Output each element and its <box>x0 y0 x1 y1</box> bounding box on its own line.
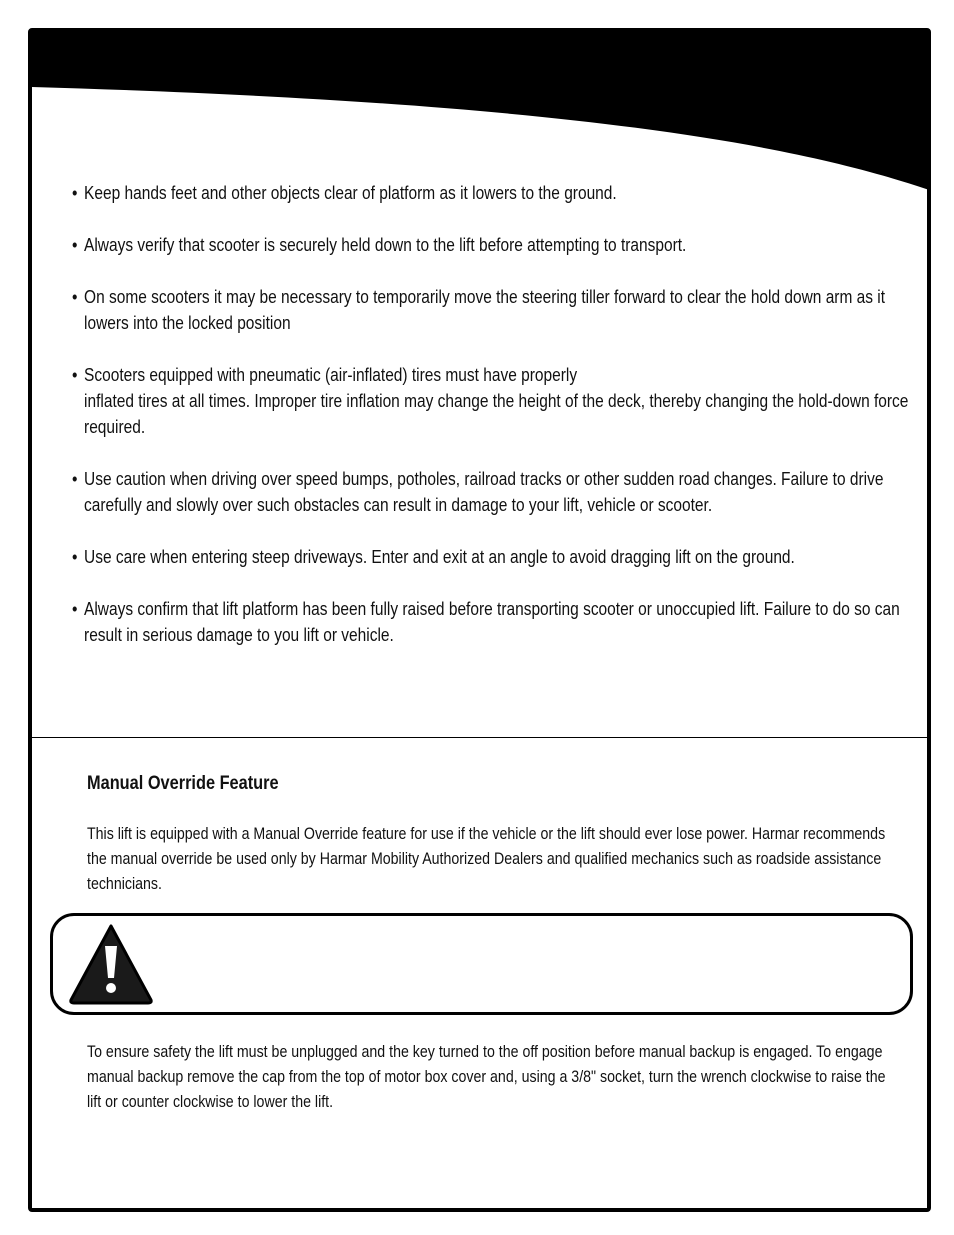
bullet-item <box>72 544 910 570</box>
safety-bullet-list <box>72 180 909 674</box>
section-title: Manual Override Feature <box>87 773 279 794</box>
bullet-text: Keep hands feet and other objects clear of platform as it lowers to the ground. <box>84 183 617 203</box>
bullet-item <box>72 284 910 336</box>
warning-triangle-icon <box>67 922 155 1006</box>
header-band <box>32 32 931 202</box>
bullet-text: Scooters equipped with pneumatic (air-inflated) tires must have properly <box>84 365 578 385</box>
bullet-item <box>72 180 910 206</box>
bullet-dot: • <box>72 365 78 385</box>
bullet-text: Use caution when driving over speed bumps, potholes, railroad tracks or other sudden road changes. Failure to drive carefully and slowly over such obstacles can result in damage to your lift, vehicle or scooter. <box>84 469 884 515</box>
override-intro-paragraph: This lift is equipped with a Manual Override feature for use if the vehicle or the lift should ever lose power. Harmar recommends the manual override be used only by Harmar Mobility Authorized Dealers and qualified mechanics such as roadside assistance technicians. <box>87 825 886 893</box>
bullet-item <box>72 362 910 388</box>
bullet-continuation <box>72 388 910 440</box>
bullet-dot: • <box>72 287 78 307</box>
bullet-dot: • <box>72 469 78 489</box>
bullet-text: inflated tires at all times. Improper tire inflation may change the height of the deck, thereby changing the hold-down force required. <box>84 391 909 437</box>
bullet-dot: • <box>72 183 78 203</box>
bullet-dot: • <box>72 547 78 567</box>
page-frame <box>28 28 931 1212</box>
bullet-item <box>72 232 910 258</box>
bullet-item <box>72 596 910 648</box>
bullet-text: Always verify that scooter is securely held down to the lift before attempting to transport. <box>84 235 687 255</box>
bullet-text: Always confirm that lift platform has been fully raised before transporting scooter or unoccupied lift. Failure to do so can result in serious damage to you lift or vehicle. <box>84 599 900 645</box>
bullet-dot: • <box>72 599 78 619</box>
bullet-text: Use care when entering steep driveways. Enter and exit at an angle to avoid dragging lift on the ground. <box>84 547 795 567</box>
bullet-item <box>72 466 910 518</box>
warning-box <box>50 913 913 1015</box>
override-instructions-paragraph: To ensure safety the lift must be unplugged and the key turned to the off position before manual backup is engaged. To engage manual backup remove the cap from the top of motor box cover and, using a 3/8" socket, turn the wrench clockwise to raise the lift or counter clockwise to lower the lift. <box>87 1043 886 1111</box>
bullet-dot: • <box>72 235 78 255</box>
bullet-text: On some scooters it may be necessary to temporarily move the steering tiller forward to clear the hold down arm as it lowers into the locked position <box>84 287 886 333</box>
section-divider <box>32 737 931 738</box>
